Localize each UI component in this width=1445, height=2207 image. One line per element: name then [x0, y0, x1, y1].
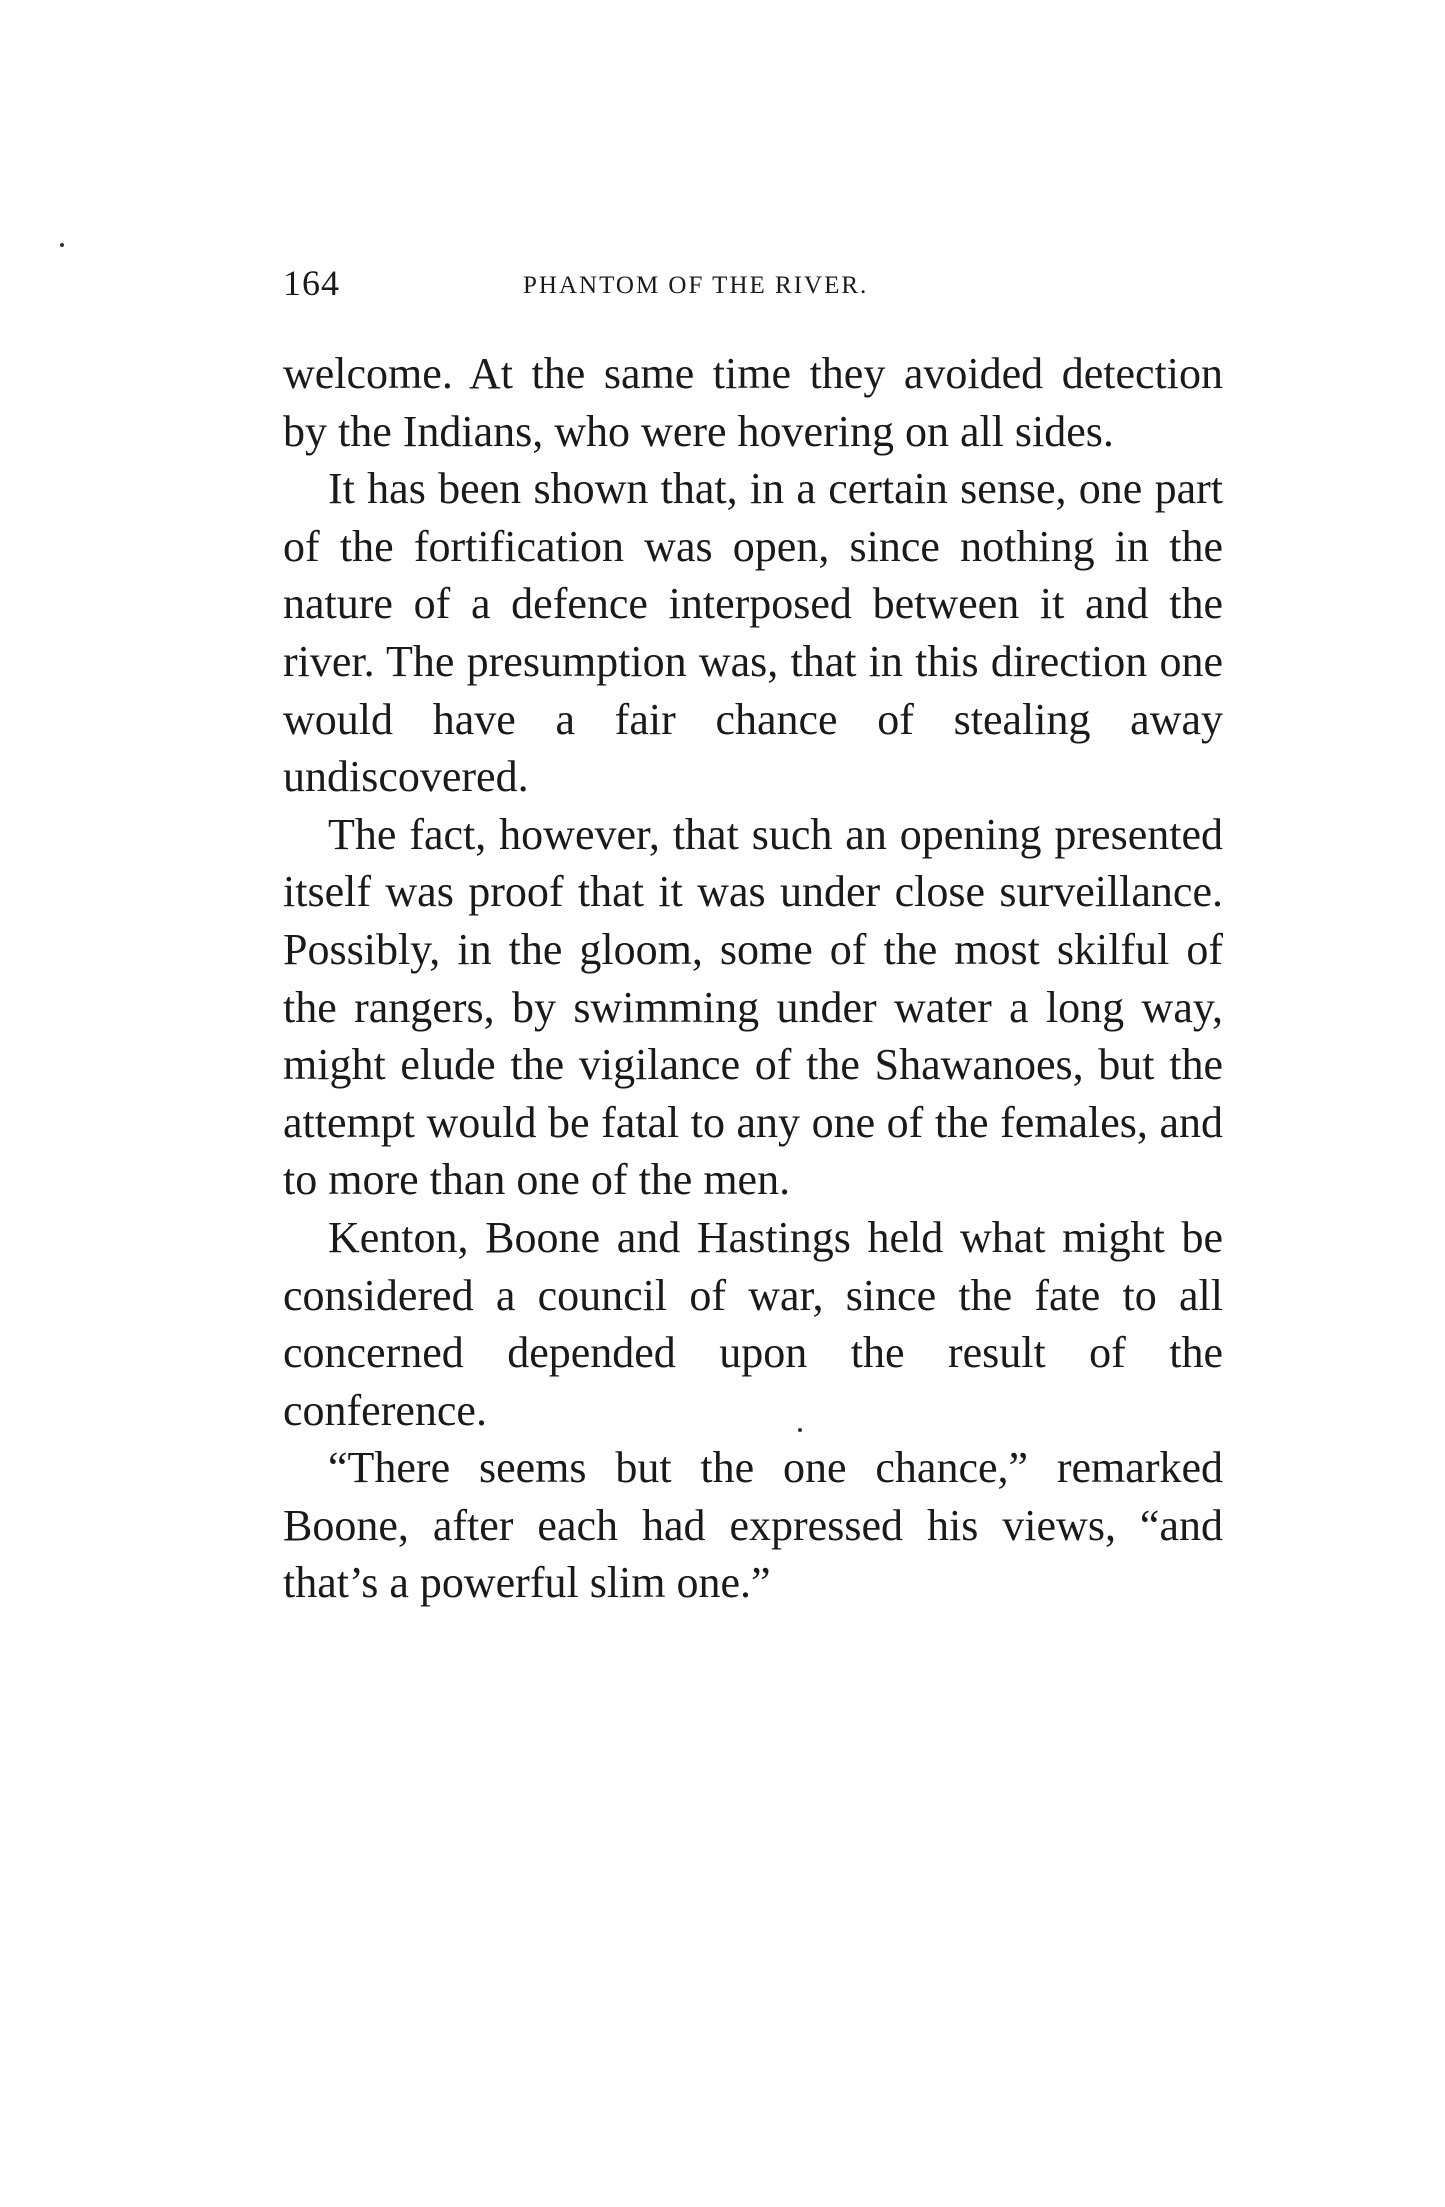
- paragraph: “There seems but the one chance,” remarked Boone, after each had expressed his views, “and that’s a powerful slim one.”: [283, 1443, 1223, 1608]
- body-text: [283, 345, 1223, 1612]
- print-speck: [60, 243, 64, 247]
- paragraph: welcome. At the same time they avoided detection by the Indians, who were hovering on all sides.: [283, 349, 1223, 456]
- paragraph: It has been shown that, in a certain sense, one part of the fortification was open, since nothing in the nature of a defence interposed between it and the river. The presumption was, that in this direction one would have a fair chance of stealing away undiscovered.: [283, 464, 1223, 802]
- running-head: PHANTOM OF THE RIVER.: [523, 272, 869, 299]
- page-number: 164: [283, 263, 340, 303]
- paragraph: The fact, however, that such an opening presented itself was proof that it was under close surveillance. Possibly, in the gloom, some of the most skilful of the rangers, by swimming under water a long way, might elude the vigilance of the Shawanoes, but the attempt would be fatal to any one of the females, and to more than one of the men.: [283, 809, 1223, 1205]
- paragraph: Kenton, Boone and Hastings held what might be considered a council of war, since the fate to all concerned depended upon the result of the conference.: [283, 1212, 1223, 1435]
- page-header: [283, 262, 1223, 312]
